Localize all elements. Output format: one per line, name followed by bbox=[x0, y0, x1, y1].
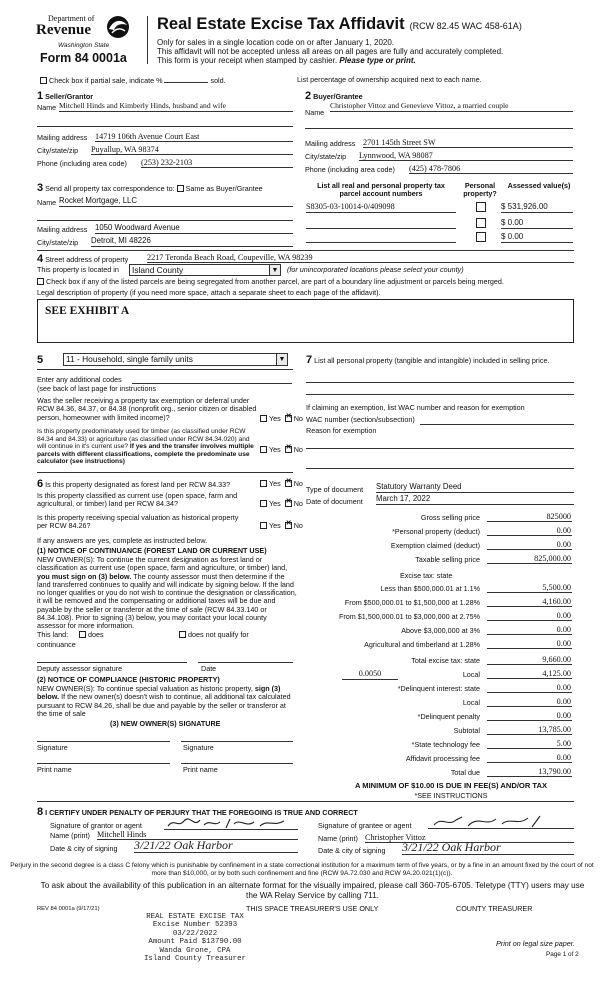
section-3-city-label: City/state/zip bbox=[37, 238, 79, 247]
seller-mailing-field[interactable]: 14719 106th Avenue Court East bbox=[95, 132, 293, 142]
grantee-signature-scribble bbox=[428, 814, 568, 829]
yes-label: Yes bbox=[269, 479, 281, 488]
seller-name-field[interactable]: Mitchell Hinds and Kimberly Hinds, husband and wife bbox=[59, 102, 293, 112]
grantor-signature-field[interactable] bbox=[164, 816, 298, 830]
reason-label: Reason for exemption bbox=[306, 426, 377, 435]
notice-2-body bbox=[37, 685, 297, 718]
section-4-number: 4 bbox=[37, 253, 44, 265]
historic-no-checkbox[interactable] bbox=[285, 522, 292, 529]
section-3-name-label: Name bbox=[37, 198, 57, 207]
tier-1-label: Less than $500,000.01 at 1.1% bbox=[380, 584, 480, 593]
notice-1-body bbox=[37, 556, 297, 631]
notice-3-title: (3) NEW OWNER(S) SIGNATURE bbox=[110, 719, 221, 728]
buyer-heading-label: Buyer/Grantee bbox=[313, 92, 363, 101]
current-use-yes-no bbox=[258, 500, 303, 508]
reason-line-1[interactable] bbox=[306, 448, 574, 449]
header-line-3-b: Please type or print. bbox=[339, 56, 416, 65]
local-rate-field[interactable]: 0.0050 bbox=[342, 669, 398, 680]
timber-yes-checkbox[interactable] bbox=[260, 446, 267, 453]
additional-codes-label: Enter any additional codes bbox=[37, 375, 122, 384]
forest-yes-checkbox[interactable] bbox=[260, 480, 267, 487]
stamp-line: REAL ESTATE EXCISE TAX bbox=[146, 913, 244, 921]
this-land-label: This land: bbox=[37, 630, 69, 639]
legal-size-note: Print on legal size paper. bbox=[496, 940, 575, 948]
located-in-label: This property is located in bbox=[37, 265, 119, 274]
buyer-phone-label: Phone (including area code) bbox=[305, 165, 395, 174]
tier-4-value[interactable]: 0.00 bbox=[487, 625, 572, 635]
section-7-label: List all personal property (tangible and intangible) included in selling price. bbox=[314, 356, 550, 365]
delinquent-interest-label: *Delinquent interest: state bbox=[397, 684, 480, 693]
grantee-signature-label: Signature of grantee or agent bbox=[318, 821, 412, 830]
taxable-selling-row bbox=[330, 554, 572, 567]
parcel-row-1 bbox=[306, 202, 574, 214]
ag-timber-value[interactable]: 0.00 bbox=[487, 639, 572, 649]
exemption-yes-no bbox=[258, 415, 303, 423]
buyer-mailing-field[interactable]: 2701 145th Street SW bbox=[363, 138, 573, 148]
logo-dept-of: Department of bbox=[48, 14, 95, 23]
section-5-rule bbox=[37, 369, 293, 370]
does-checkbox[interactable] bbox=[79, 631, 86, 638]
section-3-mailing-row bbox=[37, 223, 293, 234]
boundary-checkbox[interactable] bbox=[37, 278, 44, 285]
personal-property-checkbox[interactable] bbox=[476, 218, 486, 228]
header-line-3-a: This form is your receipt when stamped by cashier. bbox=[157, 56, 338, 65]
section-7-number: 7 bbox=[306, 354, 313, 366]
total-due-value[interactable]: 13,790.00 bbox=[487, 767, 572, 777]
wac-number-field[interactable] bbox=[420, 424, 574, 425]
county-select[interactable] bbox=[129, 264, 281, 276]
street-address-label: Street address of property bbox=[45, 255, 129, 264]
parcel-row-3 bbox=[306, 232, 574, 244]
form-number: Form 84 0001a bbox=[40, 51, 127, 65]
personal-deduct-value[interactable]: 0.00 bbox=[487, 526, 572, 536]
delinquent-penalty-row bbox=[330, 711, 572, 724]
historic-yes-no bbox=[258, 522, 303, 530]
parcel-number-field[interactable] bbox=[306, 218, 456, 229]
timber-question-bold: If yes and the transfer involves multiple parcels with different classifications, complete the predominate use calculator (see instructions) bbox=[37, 443, 254, 466]
total-due-row bbox=[330, 767, 572, 780]
section-7-row bbox=[306, 354, 574, 367]
doc-type-label: Type of document bbox=[306, 485, 364, 494]
affidavit-fee-label: Affidavit processing fee bbox=[405, 754, 480, 763]
total-state-value[interactable]: 9,660.00 bbox=[487, 655, 572, 665]
header-divider bbox=[147, 16, 148, 64]
partial-sale-checkbox[interactable] bbox=[40, 77, 47, 84]
tier-2-label: From $500,000.01 to $1,500,000 at 1.28% bbox=[344, 598, 480, 607]
grantor-date-row bbox=[50, 838, 300, 853]
taxable-selling-label: Taxable selling price bbox=[415, 555, 480, 564]
alt-format-note: To ask about the availability of this publication in an alternate format for the visually impaired, please call 360-705-6705. Teletype (TTY) users may use the WA Relay Service by calling 711. bbox=[40, 881, 585, 900]
grantor-date-label: Date & city of signing bbox=[50, 844, 118, 853]
chevron-down-icon[interactable]: ▼ bbox=[269, 265, 280, 275]
header-title-row bbox=[157, 15, 522, 34]
buyer-city-field[interactable]: Lynnwood, WA 98087 bbox=[359, 151, 573, 161]
new-owner-print-line-1[interactable] bbox=[37, 763, 170, 764]
grantee-signature-field[interactable] bbox=[428, 814, 574, 829]
forest-question bbox=[37, 478, 230, 491]
section-3-name-field[interactable]: Rocket Mortgage, LLC bbox=[59, 197, 293, 207]
county-select-value: Island County bbox=[132, 265, 184, 275]
seller-name-label: Name bbox=[37, 103, 57, 112]
personal-deduct-row bbox=[330, 526, 572, 539]
section-3-number: 3 bbox=[37, 182, 44, 194]
total-due-label: Total due bbox=[450, 768, 480, 777]
tier-4-row bbox=[330, 625, 572, 638]
partial-sold-label: sold. bbox=[210, 76, 226, 85]
perjury-warning bbox=[8, 862, 596, 878]
affidavit-fee-row bbox=[330, 753, 572, 766]
grantee-date-label: Date & city of signing bbox=[318, 846, 386, 855]
ag-timber-row bbox=[330, 639, 572, 652]
see-instructions-note: *SEE INSTRUCTIONS bbox=[414, 791, 488, 800]
forest-yes-no bbox=[258, 480, 303, 488]
exemption-deduct-label: Exemption claimed (deduct) bbox=[390, 541, 480, 550]
form-title: Real Estate Excise Tax Affidavit bbox=[157, 15, 405, 33]
tier-2-row bbox=[330, 597, 572, 610]
yes-label: Yes bbox=[269, 499, 281, 508]
no-label: No bbox=[293, 445, 303, 454]
notice-2-title: (2) NOTICE OF COMPLIANCE (HISTORIC PROPERTY) bbox=[37, 675, 220, 684]
grantor-date-field[interactable]: 3/21/22 Oak Harbor bbox=[134, 839, 298, 853]
delinquent-interest-value[interactable]: 0.00 bbox=[487, 683, 572, 693]
unincorporated-note: (for unincorporated locations please select your county) bbox=[287, 265, 464, 274]
ag-timber-label: Agricultural and timberland at 1.28% bbox=[364, 640, 480, 649]
if-yes-note: If any answers are yes, complete as instructed below. bbox=[37, 536, 208, 545]
deputy-signature-line[interactable] bbox=[37, 662, 187, 663]
seller-heading-label: Seller/Grantor bbox=[45, 92, 94, 101]
notice-2-body-c: If the new owner(s) doesn't wish to continue, all additional tax calculated pursuant to RCW 84.26, shall be due and payable by the seller or transferor at the time of sale bbox=[37, 692, 291, 718]
historic-yes-checkbox[interactable] bbox=[260, 522, 267, 529]
perjury-text: Perjury in the second degree is a class C felony which is punishable by confinement in a state correctional institution for a maximum term of five years, or by a fine in an amount fixed by the court of not more than $10,000, or by both such confinement and fine (RCW 9A.72.030 and RCW 9A.20.021(1)(c)). bbox=[10, 862, 594, 877]
doc-date-label: Date of document bbox=[306, 497, 363, 506]
land-use-select[interactable] bbox=[63, 353, 288, 366]
exemption-no-checkbox[interactable] bbox=[285, 415, 292, 422]
revision-number: REV 84 0001a (9/17/21) bbox=[37, 906, 100, 912]
page-number: Page 1 of 2 bbox=[546, 951, 579, 958]
logo-washington-state: Washington State bbox=[58, 42, 110, 49]
grantee-name-field[interactable]: Christopher Vittoz bbox=[365, 833, 574, 843]
forest-no-checkbox[interactable] bbox=[285, 480, 292, 487]
gross-selling-value[interactable]: 825000 bbox=[487, 512, 572, 522]
seller-city-row bbox=[37, 147, 293, 155]
does-label: does bbox=[88, 630, 104, 639]
grantor-signature-label: Signature of grantor or agent bbox=[50, 821, 142, 830]
parcels-heading: List all real and personal property tax parcel account numbers bbox=[317, 181, 445, 199]
assessed-value-field[interactable]: $ 531,926.00 bbox=[501, 202, 573, 213]
parcel-number-field[interactable] bbox=[306, 232, 456, 243]
section-8-number: 8 bbox=[37, 806, 44, 818]
local-label: Local bbox=[462, 670, 480, 679]
minimum-due-note: A MINIMUM OF $10.00 IS DUE IN FEE(S) AND/OR TAX bbox=[354, 781, 548, 790]
header-line-1: Only for sales in a single location code on or after January 1, 2020. bbox=[157, 38, 395, 47]
grantor-name-label: Name (print) bbox=[50, 831, 90, 840]
parcel-number-field[interactable]: S8305-03-10014-0/409098 bbox=[306, 202, 456, 213]
header-line-2: This affidavit will not be accepted unless all areas on all pages are fully and accurately completed. bbox=[157, 47, 504, 56]
stamp-line: Excise Number 52393 bbox=[152, 921, 238, 930]
yes-label: Yes bbox=[269, 521, 281, 530]
legal-description-text: SEE EXHIBIT A bbox=[45, 305, 130, 317]
seller-mailing-label: Mailing address bbox=[37, 133, 88, 142]
subtotal-label: Subtotal bbox=[453, 726, 480, 735]
personal-property-checkbox[interactable] bbox=[476, 202, 486, 212]
assessed-value-field[interactable]: $ 0.00 bbox=[501, 218, 573, 229]
exemption-wac-label: If claiming an exemption, list WAC number and reason for exemption bbox=[306, 403, 525, 412]
signature-label-2: Signature bbox=[183, 743, 214, 752]
buyer-phone-field[interactable]: (425) 478-7806 bbox=[409, 164, 573, 174]
seller-mailing-row bbox=[37, 134, 293, 142]
local-2-label: Local bbox=[462, 698, 480, 707]
section-6-top-rule bbox=[37, 472, 293, 473]
wave-logo-icon bbox=[106, 14, 130, 40]
section-3-mailing-field[interactable]: 1050 Woodward Avenue bbox=[95, 224, 293, 234]
doc-date-row bbox=[306, 494, 574, 506]
send-correspondence-label: Send all property tax correspondence to: bbox=[45, 184, 175, 193]
boundary-label: Check box if any of the listed parcels are being segregated from another parcel, are part of a boundary line adjustment or parcels being merged. bbox=[46, 277, 504, 286]
delinquent-penalty-value[interactable]: 0.00 bbox=[487, 711, 572, 721]
stamp-line: Amount Paid $13790.00 bbox=[148, 938, 242, 947]
buyer-city-row bbox=[305, 153, 573, 161]
chevron-down-icon[interactable]: ▼ bbox=[276, 354, 287, 365]
no-label: No bbox=[293, 521, 303, 530]
does-option bbox=[79, 631, 104, 639]
section-3-send-row bbox=[37, 182, 263, 195]
current-use-no-checkbox[interactable] bbox=[285, 500, 292, 507]
deputy-date-label: Date bbox=[201, 664, 217, 673]
assessed-value-heading: Assessed value(s) bbox=[507, 181, 571, 190]
exemption-yes-checkbox[interactable] bbox=[260, 415, 267, 422]
new-owner-print-line-2[interactable] bbox=[181, 763, 293, 764]
additional-codes-field[interactable] bbox=[132, 383, 292, 384]
county-treasurer-label: COUNTY TREASURER bbox=[456, 904, 533, 913]
no-label: No bbox=[293, 414, 303, 423]
stamp-line: Island County Treasurer bbox=[143, 955, 246, 964]
notice-2-body-a: NEW OWNER(S): To continue special valuation as historic property, bbox=[37, 684, 253, 693]
tier-1-value[interactable]: 5,500.00 bbox=[487, 583, 572, 593]
header-line-3 bbox=[157, 56, 416, 65]
parcel-row-2 bbox=[306, 218, 574, 230]
total-state-label: Total excise tax: state bbox=[411, 656, 480, 665]
local-value[interactable]: 4,125.00 bbox=[487, 669, 572, 679]
new-owner-signature-line-2[interactable] bbox=[181, 741, 293, 742]
doc-type-row bbox=[306, 482, 574, 494]
personal-deduct-label: *Personal property (deduct) bbox=[392, 527, 480, 536]
exemption-deduct-row bbox=[330, 540, 572, 553]
buyer-name-field[interactable]: Christopher Vittoz and Genevieve Vittoz, a married couple bbox=[330, 102, 573, 112]
grantor-signature-scribble bbox=[164, 816, 294, 830]
reason-line-2[interactable] bbox=[306, 468, 574, 469]
exemption-question-text: Was the seller receiving a property tax exemption or deferral under RCW 84.36, 84.37, or 84.38 (nonprofit org., senior citizen or disabled person, homeowner with limited income)? bbox=[37, 396, 257, 422]
see-back-label: (see back of last page for instructions bbox=[37, 384, 157, 393]
section-3-city-row bbox=[37, 236, 293, 247]
taxable-selling-value[interactable]: 825,000.00 bbox=[487, 554, 572, 564]
local-2-value[interactable]: 0.00 bbox=[487, 697, 572, 707]
assessed-value-field[interactable]: $ 0.00 bbox=[501, 232, 573, 243]
notice-1-body-c: The county assessor must then determine if the land transferred continues to qualify and will indicate by signing below. If the land no longer qualifies or you do not wish to continue the designation or classification, it will be removed and the compensating or additional taxes will be due and payable by the seller or transferor at the time of sale (RCW 84.33.140 or 84.34.108). Prior to signing (3) below, you may contact your local county assessor for more information. bbox=[37, 571, 297, 631]
tech-fee-label: *State technology fee bbox=[411, 740, 480, 749]
deputy-date-line[interactable] bbox=[198, 662, 293, 663]
section-3-city-field[interactable]: Detroit, MI 48226 bbox=[91, 237, 293, 247]
ownership-note: List percentage of ownership acquired next to each name. bbox=[297, 75, 482, 84]
land-use-select-value: 11 - Household, single family units bbox=[66, 354, 193, 364]
same-as-buyer-checkbox[interactable] bbox=[177, 185, 184, 192]
section-3-mailing-label: Mailing address bbox=[37, 225, 88, 234]
tech-fee-row bbox=[330, 739, 572, 752]
subtotal-value[interactable]: 13,785.00 bbox=[487, 725, 572, 735]
certify-text: I CERTIFY UNDER PENALTY OF PERJURY THAT THE FOREGOING IS TRUE AND CORRECT bbox=[45, 808, 358, 817]
local-2-row bbox=[330, 697, 572, 710]
signature-label-1: Signature bbox=[37, 743, 68, 752]
tier-4-label: Above $3,000,000 at 3% bbox=[401, 626, 480, 635]
delinquent-penalty-label: *Delinquent penalty bbox=[417, 712, 480, 721]
partial-sale-label: Check box if partial sale, indicate % bbox=[49, 76, 163, 85]
grantee-date-field[interactable]: 3/21/22 Oak Harbor bbox=[402, 841, 574, 855]
local-row bbox=[330, 669, 572, 682]
tier-3-label: From $1,500,000.01 to $3,000,000 at 2.75% bbox=[338, 612, 480, 621]
affidavit-fee-value[interactable]: 0.00 bbox=[487, 753, 572, 763]
same-as-buyer-label: Same as Buyer/Grantee bbox=[185, 184, 263, 193]
personal-property-heading: Personal property? bbox=[463, 181, 497, 199]
deputy-signature-label: Deputy assessor signature bbox=[37, 664, 123, 673]
buyer-mailing-row bbox=[305, 140, 573, 148]
excise-state-label: Excise tax: state bbox=[400, 571, 453, 580]
logo-revenue: Revenue bbox=[36, 22, 91, 38]
no-label: No bbox=[293, 479, 303, 488]
seller-extra-line bbox=[37, 126, 293, 127]
legal-description-label: Legal description of property (if you need more space, attach a separate sheet to each page of the affidavit). bbox=[37, 288, 381, 297]
timber-question bbox=[37, 428, 259, 466]
does-not-option bbox=[179, 631, 249, 639]
current-use-yes-checkbox[interactable] bbox=[260, 500, 267, 507]
personal-property-line-2[interactable] bbox=[306, 394, 574, 395]
form-rcw: (RCW 82.45 WAC 458-61A) bbox=[409, 21, 522, 31]
street-address-field[interactable]: 2217 Teronda Beach Road, Coupeville, WA 98239 bbox=[147, 253, 574, 263]
grantor-name-field[interactable]: Mitchell Hinds bbox=[97, 830, 298, 840]
does-not-label: does not qualify for bbox=[188, 630, 249, 639]
stamp-line: Wanda Grone, CPA bbox=[159, 946, 231, 955]
seller-phone-label: Phone (including area code) bbox=[37, 159, 127, 168]
buyer-name-row bbox=[305, 101, 573, 117]
delinquent-interest-row bbox=[330, 683, 572, 696]
print-name-label-2: Print name bbox=[183, 765, 218, 774]
yes-label: Yes bbox=[269, 414, 281, 423]
notice-1-body-b: you must sign on (3) below. bbox=[37, 571, 132, 581]
no-label: No bbox=[293, 499, 303, 508]
grantee-date-row bbox=[318, 840, 574, 855]
doc-type-field[interactable]: Statutory Warranty Deed bbox=[376, 483, 574, 493]
buyer-mailing-label: Mailing address bbox=[305, 139, 356, 148]
tech-fee-value[interactable]: 5.00 bbox=[487, 739, 572, 749]
notice-1-title: (1) NOTICE OF CONTINUANCE (FOREST LAND OR CURRENT USE) bbox=[37, 546, 267, 555]
grantee-name-label: Name (print) bbox=[318, 834, 358, 843]
buyer-name-label: Name bbox=[305, 108, 325, 117]
tier-1-row bbox=[330, 583, 572, 596]
print-name-label-1: Print name bbox=[37, 765, 72, 774]
seller-name-row bbox=[37, 101, 293, 112]
section-2-number: 2 bbox=[305, 90, 312, 102]
buyer-extra-line bbox=[305, 128, 573, 129]
current-use-question: Is this property classified as current use (open space, farm and agricultural, or timber) land per RCW 84.34? bbox=[37, 491, 238, 509]
section-5-number: 5 bbox=[37, 354, 44, 366]
continuance-label: continuance bbox=[37, 640, 76, 649]
section-4-top-rule bbox=[37, 250, 574, 251]
section-8-top-rule bbox=[37, 801, 574, 802]
subtotal-row bbox=[330, 725, 572, 738]
seller-city-label: City/state/zip bbox=[37, 146, 79, 155]
notice-1-body-a: NEW OWNER(S): To continue the current designation as forest land or classification as current use (open space, farm and agriculture, or timber) land, bbox=[37, 555, 288, 573]
personal-property-line-1[interactable] bbox=[306, 382, 574, 383]
forest-question-text: Is this property designated as forest land per RCW 84.33? bbox=[45, 480, 231, 489]
tier-3-value[interactable]: 0.00 bbox=[487, 611, 572, 621]
stamp-line: 03/22/2022 bbox=[172, 929, 218, 938]
section-4-street-row bbox=[37, 253, 574, 266]
buyer-phone-row bbox=[305, 166, 573, 174]
wac-number-label: WAC number (section/subsection) bbox=[306, 415, 415, 424]
historic-question: Is this property receiving special valuation as historical property per RCW 84.26? bbox=[37, 513, 239, 531]
section-3-extra-line bbox=[37, 220, 293, 221]
timber-question-text: Is this property predominately used for timber (as classified under RCW 84.34 and 84.33) or agriculture (as classified under RCW 84.34.020) and will continue in it's current use? bbox=[37, 428, 250, 451]
tier-2-value[interactable]: 4,160.00 bbox=[487, 597, 572, 607]
section-1-number: 1 bbox=[37, 90, 44, 102]
partial-percent-field[interactable] bbox=[164, 76, 208, 83]
doc-date-field[interactable]: March 17, 2022 bbox=[376, 495, 574, 505]
legal-description-box[interactable] bbox=[37, 299, 574, 343]
boundary-row bbox=[37, 278, 504, 286]
seller-phone-row bbox=[37, 160, 293, 168]
gross-selling-label: Gross selling price bbox=[420, 513, 480, 522]
exemption-deduct-value[interactable]: 0.00 bbox=[487, 540, 572, 550]
grantee-signature-row bbox=[318, 822, 574, 830]
seller-city-field[interactable]: Puyallup, WA 98374 bbox=[91, 145, 293, 155]
yes-label: Yes bbox=[269, 445, 281, 454]
timber-no-checkbox[interactable] bbox=[285, 446, 292, 453]
notice-2-body-b: sign (3) below. bbox=[37, 684, 281, 702]
new-owner-signature-line-1[interactable] bbox=[37, 741, 170, 742]
does-not-checkbox[interactable] bbox=[179, 631, 186, 638]
exemption-question bbox=[37, 397, 257, 422]
seller-phone-field[interactable]: (253) 232-2103 bbox=[141, 158, 293, 168]
gross-selling-row bbox=[330, 512, 572, 525]
this-land-row bbox=[37, 631, 293, 639]
partial-sale-row bbox=[40, 76, 226, 85]
section-3-name-row bbox=[37, 196, 293, 207]
treasurer-stamp bbox=[130, 913, 260, 963]
tier-3-row bbox=[330, 611, 572, 624]
section-6-number: 6 bbox=[37, 478, 44, 490]
buyer-city-label: City/state/zip bbox=[305, 152, 347, 161]
total-state-row bbox=[330, 655, 572, 668]
treasurer-use-label: THIS SPACE TREASURER'S USE ONLY bbox=[246, 904, 379, 913]
timber-yes-no bbox=[258, 446, 303, 454]
personal-property-checkbox[interactable] bbox=[476, 232, 486, 242]
